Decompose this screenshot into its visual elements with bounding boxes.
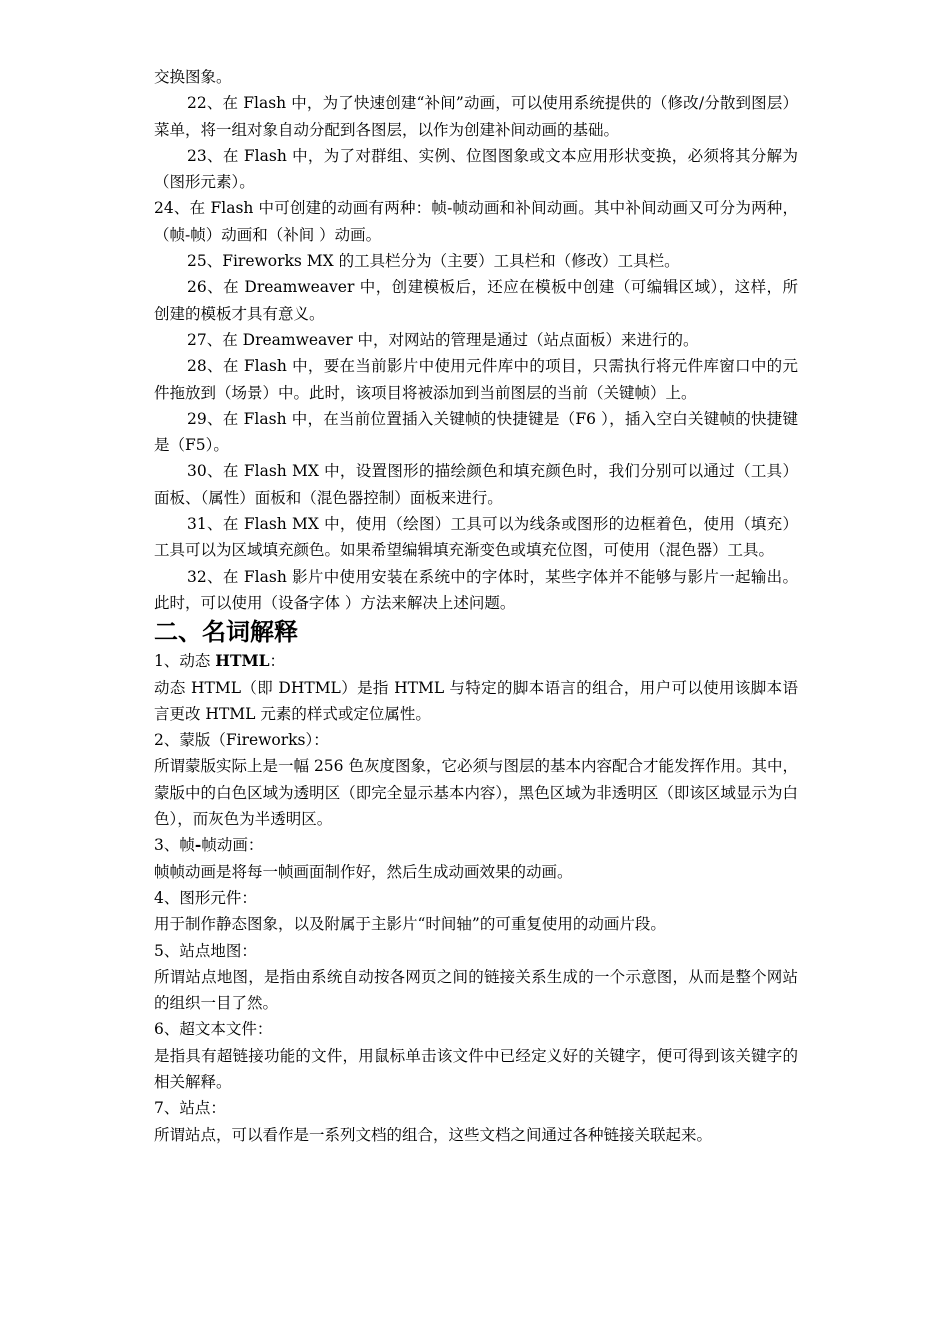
term-7-definition: 所谓站点，可以看作是一系列文档的组合，这些文档之间通过各种链接关联起来。 [154,1125,713,1144]
fill-item-31: 31、在 Flash MX 中，使用（绘图）工具可以为线条或图形的边框着色，使用（填充）工具可以为区域填充颜色。如果希望编辑填充渐变色或填充位图，可使用（混色器）工具。 [154,515,798,560]
fill-item-26: 26、在 Dreamweaver 中，创建模板后，还应在模板中创建（可编辑区域），这样，所创建的模板才具有意义。 [154,278,798,323]
term-1-title [154,648,798,674]
section-title: 二、名词解释 [154,618,298,647]
term-5-title [154,938,798,964]
document-page [154,64,798,1148]
term-6-title [154,1016,798,1042]
term-prefix: 4、图形元件： [154,888,257,907]
term-prefix: 1、动态 [154,652,216,671]
term-bold: - [194,835,202,855]
term-2-title [154,727,798,753]
fill-item-24: 24、在 Flash 中可创建的动画有两种：帧-帧动画和补间动画。其中补间动画又可分为两种，（帧-帧）动画和（补间 ）动画。 [154,199,798,244]
term-bold: HTML [215,651,270,671]
fill-item-28: 28、在 Flash 中，要在当前影片中使用元件库中的项目，只需执行将元件库窗口中的元件拖放到（场景）中。此时，该项目将被添加到当前图层的当前（关键帧）上。 [154,357,798,402]
fill-item-27: 27、在 Dreamweaver 中，对网站的管理是通过（站点面板）来进行的。 [187,330,699,349]
fill-item-29: 29、在 Flash 中，在当前位置插入关键帧的快捷键是（F6 ），插入空白关键帧的快捷键是（F5）。 [154,409,798,455]
fill-item-22: 22、在 Flash 中，为了快速创建“补间”动画，可以使用系统提供的（修改/分散到图层）菜单，将一组对象自动分配到各图层，以作为创建补间动画的基础。 [154,94,798,139]
fill-item-23: 23、在 Flash 中，为了对群组、实例、位图图象或文本应用形状变换，必须将其分解为（图形元素）。 [154,146,798,192]
term-prefix: 7、站点： [154,1099,226,1118]
term-1-definition: 动态 HTML（即 DHTML）是指 HTML 与特定的脚本语言的组合，用户可以使用该脚本语言更改 HTML 元素的样式或定位属性。 [154,678,798,723]
term-suffix: ： [269,652,286,671]
term-6-definition: 是指具有超链接功能的文件，用鼠标单击该文件中已经定义好的关键字，便可得到该关键字的相关解释。 [154,1046,798,1091]
term-prefix: 2、蒙版（Fireworks）： [154,731,329,750]
fill-item-32: 32、在 Flash 影片中使用安装在系统中的字体时，某些字体并不能够与影片一起输出。此时，可以使用（设备字体 ）方法来解决上述问题。 [154,567,798,612]
term-suffix: 帧动画： [201,836,264,855]
term-3-title [154,832,798,858]
term-prefix: 5、站点地图： [154,941,257,960]
term-prefix: 3、帧 [154,836,195,855]
term-prefix: 6、超文本文件： [154,1020,273,1039]
fill-item-25: 25、Fireworks MX 的工具栏分为（主要）工具栏和（修改）工具栏。 [187,252,680,271]
term-3-definition: 帧帧动画是将每一帧画面制作好，然后生成动画效果的动画。 [154,862,573,881]
term-5-definition: 所谓站点地图，是指由系统自动按各网页之间的链接关系生成的一个示意图，从而是整个网站的组织一目了然。 [154,967,798,1013]
continuation-line: 交换图象。 [154,68,232,86]
fill-item-30: 30、在 Flash MX 中，设置图形的描绘颜色和填充颜色时，我们分别可以通过（工具）面板、（属性）面板和（混色器控制）面板来进行。 [154,462,798,507]
term-2-definition: 所谓蒙版实际上是一幅 256 色灰度图象，它必须与图层的基本内容配合才能发挥作用。其中，蒙版中的白色区域为透明区（即完全显示基本内容），黑色区域为非透明区（即该区域显示为白色），而灰色为半透明区。 [154,757,798,829]
term-4-definition: 用于制作静态图象，以及附属于主影片“时间轴”的可重复使用的动画片段。 [154,915,666,934]
term-4-title [154,885,798,911]
term-7-title [154,1095,798,1121]
